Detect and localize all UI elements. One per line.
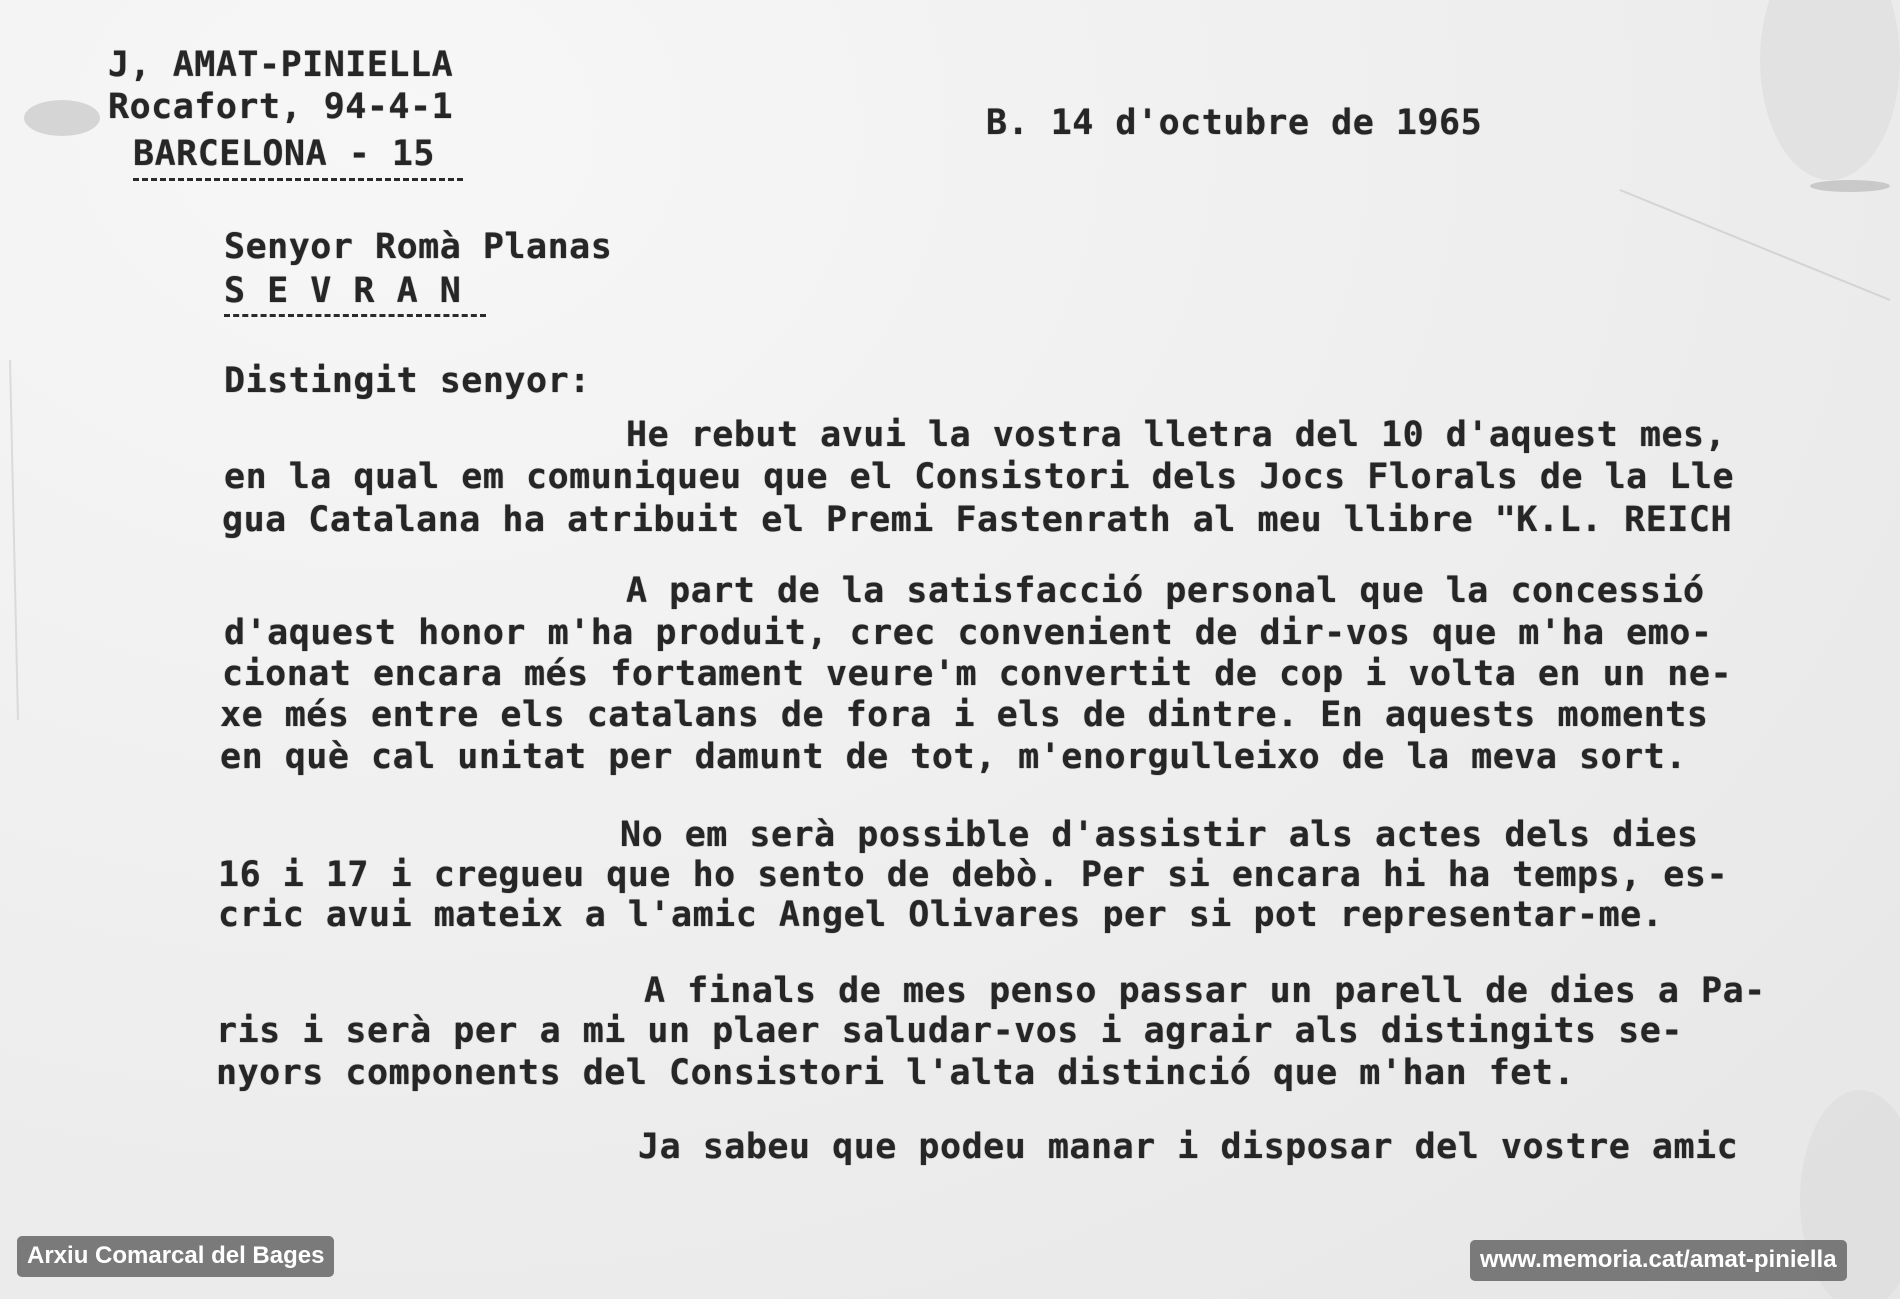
body-line: A part de la satisfacció personal que la concessió	[626, 571, 1705, 611]
letter-date: B. 14 d'octubre de 1965	[986, 103, 1483, 143]
recipient-name: Senyor Romà Planas	[224, 227, 613, 267]
letterhead-name: J, AMAT-PINIELLA	[108, 45, 454, 85]
body-line: d'aquest honor m'ha produit, crec convenient de dir-vos que m'ha emo-	[224, 613, 1713, 653]
body-line: cionat encara més fortament veure'm convertit de cop i volta en un ne-	[222, 654, 1733, 694]
body-line: en què cal unitat per damunt de tot, m'enorgulleixo de la meva sort.	[220, 737, 1687, 777]
letterhead-address: Rocafort, 94-4-1	[108, 87, 454, 127]
body-line: en la qual em comuniqueu que el Consistori dels Jocs Florals de la Lle	[224, 457, 1735, 497]
body-line: xe més entre els catalans de fora i els de dintre. En aquests moments	[220, 695, 1709, 735]
salutation: Distingit senyor:	[224, 361, 591, 401]
body-line: cric avui mateix a l'amic Angel Olivares per si pot representar-me.	[218, 895, 1664, 935]
archive-watermark: Arxiu Comarcal del Bages	[17, 1236, 334, 1277]
body-line: Ja sabeu que podeu manar i disposar del vostre amic	[638, 1127, 1739, 1167]
body-line: gua Catalana ha atribuit el Premi Fastenrath al meu llibre "K.L. REICH	[222, 500, 1733, 540]
body-line: No em serà possible d'assistir als actes dels dies	[620, 815, 1699, 855]
body-line: nyors components del Consistori l'alta distinció que m'han fet.	[216, 1053, 1576, 1093]
recipient-place: S E V R A N	[224, 271, 462, 311]
body-line: 16 i 17 i cregueu que ho sento de debò. Per si encara hi ha temps, es-	[218, 855, 1729, 895]
letterhead-city-underline	[133, 178, 463, 181]
letterhead-city: BARCELONA - 15	[133, 134, 436, 174]
body-line: A finals de mes penso passar un parell de dies a Pa-	[644, 971, 1766, 1011]
body-line: ris i serà per a mi un plaer saludar-vos i agrair als distingits se-	[216, 1011, 1683, 1051]
recipient-place-underline	[224, 314, 486, 317]
body-line: He rebut avui la vostra lletra del 10 d'aquest mes,	[626, 415, 1727, 455]
source-url-watermark: www.memoria.cat/amat-piniella	[1470, 1240, 1847, 1281]
